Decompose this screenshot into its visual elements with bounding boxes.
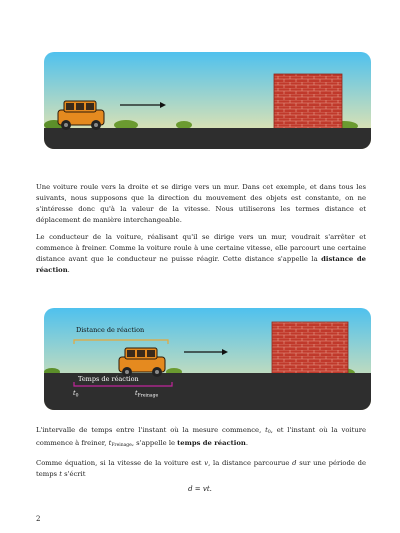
p4-d: d: [292, 459, 297, 467]
paragraph-reaction-time: [36, 425, 366, 451]
figure-car-approaching-wall: [44, 52, 371, 149]
p3-tf-var: t: [108, 439, 112, 447]
brick-wall: [274, 74, 342, 129]
p4-v: v: [204, 459, 209, 467]
reaction-time-label: Temps de réaction: [78, 375, 139, 383]
brick-wall: [272, 322, 348, 374]
paragraph-intro: Une voiture roule vers la droite et se dirige vers un mur. Dans cet exemple, et dans tous les suivants, nous supposons que la direction du mouvement des objets est constante, on ne s'intéresse donc qu'à la valeur de la vitesse. Nous utiliserons les termes distance et déplacement de manière interchangeable.: [36, 183, 366, 224]
p4-t: t: [59, 470, 62, 478]
p3-end: .: [245, 439, 249, 447]
p3-part1: L'intervalle de temps entre l'instant où la mesure commence,: [36, 426, 266, 434]
paragraph2-text: Le conducteur de la voiture, réalisant qu'il se dirige vers un mur, voudrait s'arrêter et commence à freiner. Comme la voiture roule à une certaine vitesse, elle parcourt une certaine distance avant que le conducteur ne puisse réagir. Cette distance s'appelle la: [36, 233, 366, 263]
p4-part4: s'écrit: [61, 470, 86, 478]
p4-part2: , la distance parcourue: [208, 459, 293, 467]
p3-part3: , s'appelle le: [131, 439, 178, 447]
paragraph-reaction-distance: [36, 232, 366, 276]
tf-var: t: [135, 389, 138, 397]
t0-var: t: [73, 389, 76, 397]
p3-t0-var: t: [265, 426, 268, 434]
p4-part1: Comme équation, si la vitesse de la voiture est: [36, 459, 205, 467]
t0-sub: 0: [75, 393, 79, 399]
figure2-illustration: [44, 308, 371, 410]
p3-tf-sub: Freinage: [111, 443, 132, 448]
figure1-illustration: [44, 52, 371, 149]
equation-distance: d = vt.: [188, 485, 212, 493]
paragraph-equation-intro: [36, 458, 366, 480]
p4-part3: sur une période de temps: [36, 459, 366, 478]
reaction-distance-label: Distance de réaction: [76, 326, 145, 334]
ground: [44, 128, 371, 149]
tf-sub: Freinage: [137, 393, 159, 399]
figure-reaction-distance: [44, 308, 371, 410]
page-number: 2: [36, 515, 41, 523]
p3-part2: , et l'instant où la voiture commence à freiner,: [36, 426, 366, 447]
term-reaction-distance: distance de réaction: [36, 255, 366, 274]
p3-t0-sub: 0: [267, 430, 271, 435]
term-reaction-time: temps de réaction: [177, 439, 246, 447]
paragraph2-end: .: [67, 266, 70, 274]
